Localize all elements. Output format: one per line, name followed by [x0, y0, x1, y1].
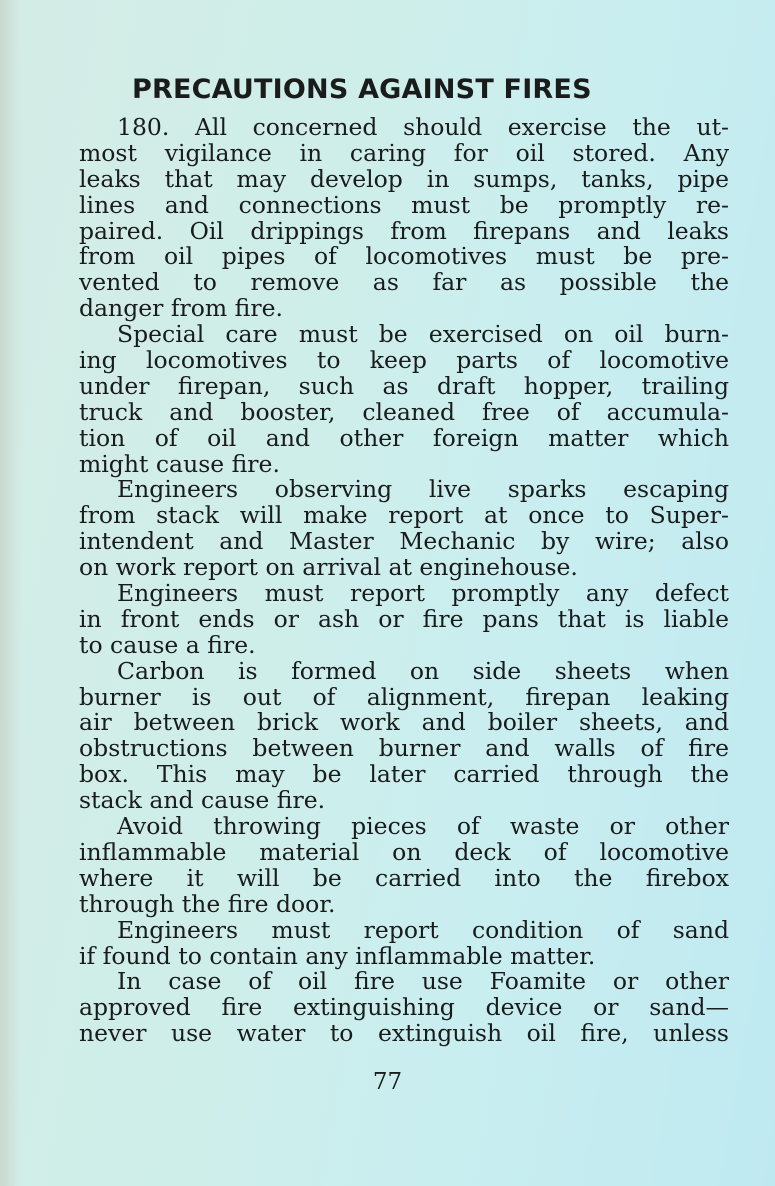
paragraph	[79, 115, 729, 322]
paragraph	[79, 969, 729, 1047]
text-line: stack and cause fire.	[79, 786, 326, 815]
text-line: Special care must be exercised on oil burn-	[117, 320, 729, 349]
text-line: if found to contain any inflammable matter.	[79, 941, 596, 970]
text-line: leaks that may develop in sumps, tanks, pipe	[79, 164, 729, 193]
text-line: vented to remove as far as possible the	[79, 268, 729, 297]
text-line: inflammable material on deck of locomotive	[79, 837, 729, 866]
text-line: paired. Oil drippings from firepans and leaks	[79, 216, 729, 245]
paragraph	[79, 656, 729, 815]
text-line: from stack will make report at once to Super-	[79, 501, 729, 530]
text-line: under firepan, such as draft hopper, trailing	[79, 371, 729, 400]
text-line: might cause fire.	[79, 449, 280, 478]
text-line: burner is out of alignment, firepan leaking	[79, 682, 729, 711]
page-number: 77	[372, 1069, 403, 1095]
text-line: intendent and Master Mechanic by wire; also	[79, 527, 729, 556]
text-line: truck and booster, cleaned free of accumula-	[79, 397, 729, 426]
body-text	[79, 115, 729, 1047]
text-line: Engineers must report condition of sand	[117, 915, 729, 944]
text-line: Engineers observing live sparks escaping	[117, 475, 729, 504]
text-line: approved fire extinguishing device or sand—	[79, 993, 729, 1022]
text-line: air between brick work and boiler sheets, and	[79, 708, 729, 737]
text-line: Engineers must report promptly any defect	[117, 579, 729, 608]
paragraph	[79, 915, 729, 970]
paragraph	[79, 477, 729, 581]
section-heading: PRECAUTIONS AGAINST FIRES	[132, 74, 592, 105]
paragraph	[79, 814, 729, 918]
text-line: never use water to extinguish oil fire, unless	[79, 1019, 729, 1048]
text-line: where it will be carried into the firebox	[79, 863, 729, 892]
text-line: in front ends or ash or fire pans that is liable	[79, 604, 729, 633]
text-line: obstructions between burner and walls of fire	[79, 734, 729, 763]
text-line: ing locomotives to keep parts of locomotive	[79, 346, 729, 375]
paragraph	[79, 322, 729, 477]
text-line: Carbon is formed on side sheets when	[117, 656, 729, 685]
text-line: through the fire door.	[79, 889, 336, 918]
text-line: from oil pipes of locomotives must be pre-	[79, 242, 729, 271]
text-line: on work report on arrival at enginehouse.	[79, 553, 578, 582]
text-line: tion of oil and other foreign matter which	[79, 423, 729, 452]
text-line: danger from fire.	[79, 294, 283, 323]
page-gutter-shadow	[0, 0, 22, 1186]
text-line: Avoid throwing pieces of waste or other	[117, 812, 729, 841]
text-line: lines and connections must be promptly re-	[79, 190, 729, 219]
text-line: In case of oil fire use Foamite or other	[117, 967, 729, 996]
paragraph	[79, 581, 729, 659]
text-line: 180. All concerned should exercise the ut-	[117, 113, 729, 141]
text-line: most vigilance in caring for oil stored. Any	[79, 138, 729, 167]
text-line: box. This may be later carried through the	[79, 760, 729, 789]
text-line: to cause a fire.	[79, 630, 256, 659]
